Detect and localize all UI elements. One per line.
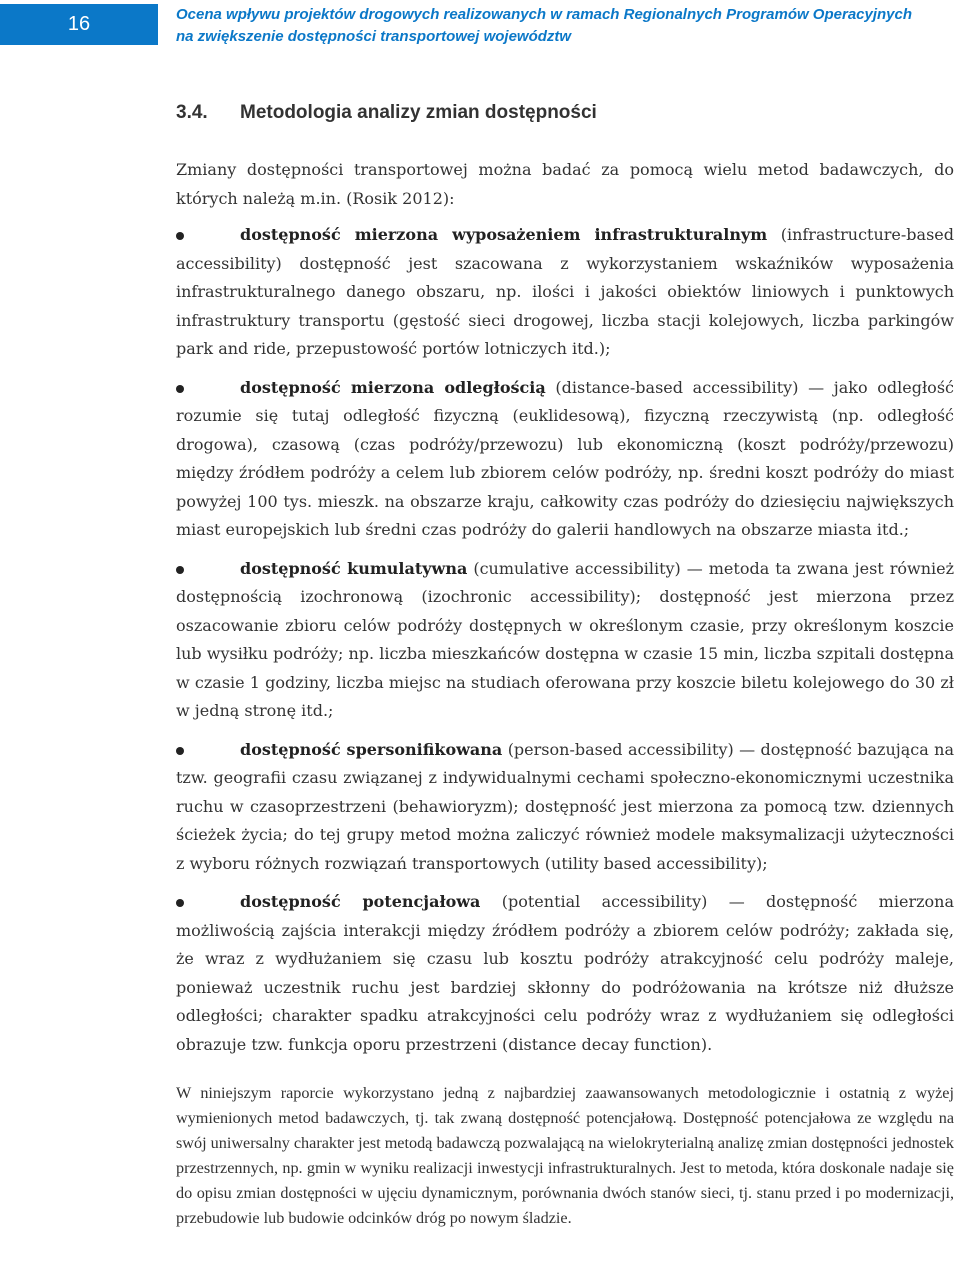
list-item (176, 888, 954, 1059)
list-item (176, 736, 954, 879)
running-title (176, 4, 936, 48)
main-content (176, 156, 954, 1231)
list-item-term: dostępność mierzona wyposażeniem infrastrukturalnym (240, 225, 768, 244)
bullet-icon (176, 385, 184, 393)
list-item-text: (person-based accessibility) — dostępność bazująca na tzw. geografii czasu związanej z indywidualnymi cechami społeczno-ekonomicznymi uczestnika ruchu w czasoprzestrzeni (behawioryzm); dostępność jest mierzona za pomocą tzw. dziennych ścieżek życia; do tej grupy metod można zaliczyć również modele maksymalizacji użyteczności z wyboru różnych rozwiązań transportowych (utility based accessibility); (176, 739, 955, 873)
page-header (0, 0, 960, 54)
list-item (176, 555, 954, 726)
list-item-text: (distance-based accessibility) — jako odległość rozumie się tutaj odległość fizyczną (euklidesową), fizyczną rzeczywistą (np. odległość drogowa), czasową (czas podróży/przewozu) lub ekonomiczną (koszt podróży/przewozu) między źródłem podróży a celem lub zbiorem celów podróży, np. średni koszt podróży do miast powyżej 100 tys. mieszk. na obszarze kraju, całkowity czas podróży do dziesięciu największych miast europejskich lub średni czas podróży do galerii handlowych na obszarze miasta itd.; (176, 377, 954, 539)
bullet-icon (176, 232, 184, 240)
list-item-text: (potential accessibility) — dostępność mierzona możliwością zajścia interakcji między źródłem podróży a zbiorem celów podróży; zakłada się, że wraz z wydłużaniem się czasu lub kosztu podróży atrakcyjność celu podróży maleje, ponieważ uczestnik ruchu jest bardziej skłonny do podróżowania na krótsze niż dłuższe odległości; charakter spadku atrakcyjności celu podróży wraz z wydłużaniem się odległości obrazuje tzw. funkcja oporu przestrzeni (distance decay function). (176, 892, 954, 1054)
section-number: 3.4. (176, 102, 208, 123)
list-item (176, 374, 954, 545)
list-item-text: (cumulative accessibility) — metoda ta zwana jest również dostępnością izochronową (izochronic accessibility); dostępność jest mierzona przez oszacowanie zbioru celów podróży dostępnych w określonym czasie, przy określonym koszcie lub wysiłku podróży; np. liczba mieszkańców dostępna w czasie 15 min, liczba szpitali dostępna w czasie 1 godziny, liczba miejsc na studiach oferowana przy koszcie biletu kolejowego do 30 zł w jedną stronę itd.; (176, 558, 955, 720)
running-title-line-2: na zwiększenie dostępności transportowej województw (176, 28, 572, 45)
page-number: 16 (0, 4, 158, 45)
list-item-term: dostępność mierzona odległością (240, 377, 546, 397)
intro-paragraph: Zmiany dostępności transportowej można badać za pomocą wielu metod badawczych, do których należą m.in. (Rosik 2012): (176, 160, 954, 208)
running-title-line-1: Ocena wpływu projektów drogowych realizowanych w ramach Regionalnych Programów Operacyjnych (176, 6, 913, 23)
section-title: Metodologia analizy zmian dostępności (240, 102, 597, 123)
bullet-icon (176, 899, 184, 907)
methods-list (176, 221, 954, 1059)
bullet-icon (176, 566, 184, 574)
list-item-text: (infrastructure-based accessibility) dostępność jest szacowana z wykorzystaniem wskaźników wyposażenia infrastrukturalnego danego obszaru, np. ilości i jakości obiektów liniowych i punktowych infrastruktury transportu (gęstość sieci drogowej, liczba stacji kolejowych, liczba parkingów park and ride, przepustowość portów lotniczych itd.); (176, 225, 955, 358)
list-item-term: dostępność spersonifikowana (240, 739, 503, 759)
list-item-term: dostępność kumulatywna (240, 558, 468, 578)
section-heading (176, 102, 597, 124)
list-item-term: dostępność potencjałowa (240, 892, 481, 911)
bullet-icon (176, 747, 184, 755)
list-item (176, 221, 954, 364)
closing-paragraph: W niniejszym raporcie wykorzystano jedną z najbardziej zaawansowanych metodologicznie i ostatnią z wyżej wymienionych metod badawczych, tj. tak zwaną dostępność potencjałową. Dostępność potencjałowa ze względu na swój uniwersalny charakter jest metodą badawczą pozwalającą na wielokryterialną analizę zmian dostępności jednostek przestrzennych, np. gmin w wyniku realizacji inwestycji infrastrukturalnych. Jest to metoda, która doskonale nadaje się do opisu zmian dostępności w ujęciu dynamicznym, porównania dwóch stanów sieci, tj. stanu przed i po modernizacji, przebudowie lub budowie odcinków dróg po nowym śladzie. (176, 1084, 954, 1227)
